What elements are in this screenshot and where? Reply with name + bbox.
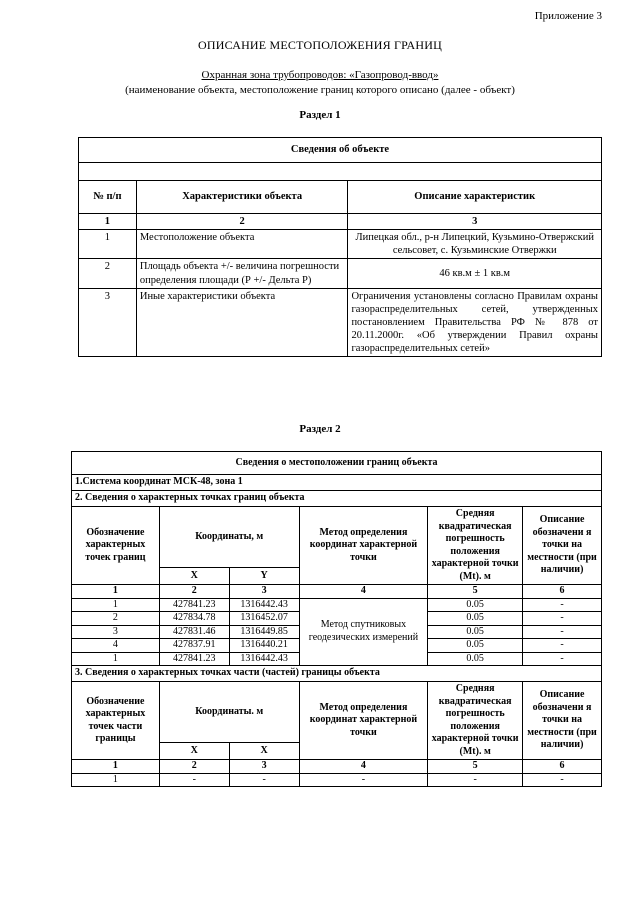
header-error: Средняя квадратическая погрешность положения характерной точки (Mt). м xyxy=(428,507,523,585)
header-x: X xyxy=(159,568,229,585)
header-method: Метод определения координат характерной точки xyxy=(299,507,428,585)
header-point-description-part: Описание обозначени я точки на местности (при наличии) xyxy=(523,682,602,760)
object-name xyxy=(0,69,640,81)
part3-title: 3. Сведения о характерных точках части (частей) границы объекта xyxy=(72,666,602,682)
point-x: 427841.23 xyxy=(159,598,229,612)
object-info-table-title: Сведения об объекте xyxy=(79,138,602,163)
document-title: ОПИСАНИЕ МЕСТОПОЛОЖЕНИЯ ГРАНИЦ xyxy=(198,38,442,52)
section2-title: Раздел 2 xyxy=(299,423,341,435)
table-row xyxy=(72,598,602,612)
point-number: 1 xyxy=(72,652,160,666)
point-number: 2 xyxy=(72,612,160,626)
table-row xyxy=(72,773,602,787)
header-points: Обозначение характерных точек границ xyxy=(72,507,160,585)
col-header-number: № п/п xyxy=(79,181,137,214)
point-number: 1 xyxy=(72,598,160,612)
header-x-part: X xyxy=(159,743,229,760)
row-number: 2 xyxy=(79,259,137,288)
point-error: 0.05 xyxy=(428,625,523,639)
part-point-x: - xyxy=(159,773,229,787)
col-number-3: 3 xyxy=(229,585,299,599)
header-x-part-2: X xyxy=(229,743,299,760)
point-y: 1316452.07 xyxy=(229,612,299,626)
point-error: 0.05 xyxy=(428,598,523,612)
point-number: 3 xyxy=(72,625,160,639)
col-number-6: 6 xyxy=(523,760,602,774)
header-y: Y xyxy=(229,568,299,585)
row-characteristic: Местоположение объекта xyxy=(136,230,348,259)
point-error: 0.05 xyxy=(428,639,523,653)
part-point-y: - xyxy=(229,773,299,787)
boundary-table xyxy=(71,451,602,787)
table-row xyxy=(79,259,602,288)
coordinate-system: 1.Система координат МСК-48, зона 1 xyxy=(72,475,602,491)
row-characteristic: Площадь объекта +/- величина погрешности определения площади (Р +/- Дельта Р) xyxy=(136,259,348,288)
header-error-part: Средняя квадратическая погрешность положения характерной точки (Mt). м xyxy=(428,682,523,760)
point-description: - xyxy=(523,598,602,612)
appendix-label: Приложение 3 xyxy=(534,10,602,22)
part-point-error: - xyxy=(428,773,523,787)
col-number-5: 5 xyxy=(428,760,523,774)
col-number-2: 2 xyxy=(159,585,229,599)
object-info-table xyxy=(78,137,602,357)
col-number-1: 1 xyxy=(72,585,160,599)
row-number: 1 xyxy=(79,230,137,259)
row-description: Липецкая обл., р-н Липецкий, Кузьмино-Отвержский сельсовет, с. Кузьминские Отвержки xyxy=(348,230,602,259)
col-number-4: 4 xyxy=(299,585,428,599)
row-number: 3 xyxy=(79,288,137,357)
point-x: 427837.91 xyxy=(159,639,229,653)
section1-title: Раздел 1 xyxy=(299,109,341,121)
point-y: 1316449.85 xyxy=(229,625,299,639)
point-number: 4 xyxy=(72,639,160,653)
header-point-description: Описание обозначени я точки на местности (при наличии) xyxy=(523,507,602,585)
boundary-table-title: Сведения о местоположении границ объекта xyxy=(72,452,602,475)
col-number-2: 2 xyxy=(159,760,229,774)
object-caption: (наименование объекта, местоположение границ которого описано (далее - объект) xyxy=(125,84,515,96)
point-x: 427831.46 xyxy=(159,625,229,639)
col-number-1: 1 xyxy=(72,760,160,774)
point-x: 427834.78 xyxy=(159,612,229,626)
part-point-method: - xyxy=(299,773,428,787)
point-description: - xyxy=(523,652,602,666)
table-row xyxy=(79,230,602,259)
header-coordinates: Координаты, м xyxy=(159,507,299,568)
table-row xyxy=(79,288,602,357)
col-number-6: 6 xyxy=(523,585,602,599)
header-coordinates-part: Координаты. м xyxy=(159,682,299,743)
row-description: 46 кв.м ± 1 кв.м xyxy=(348,259,602,288)
point-y: 1316440.21 xyxy=(229,639,299,653)
point-x: 427841.23 xyxy=(159,652,229,666)
col-header-description: Описание характеристик xyxy=(348,181,602,214)
row-description: Ограничения установлены согласно Правилам охраны газораспределительных сетей, утвержденных постановлением Правительства РФ № 878 от 20.11.2000г. «Об утверждении Правил охраны газораспределительных сетей» xyxy=(348,288,602,357)
header-method-part: Метод определения координат характерной точки xyxy=(299,682,428,760)
point-y: 1316442.43 xyxy=(229,598,299,612)
header-points-part: Обозначение характерных точек части границы xyxy=(72,682,160,760)
point-description: - xyxy=(523,639,602,653)
col-number-1: 1 xyxy=(79,214,137,230)
part2-title: 2. Сведения о характерных точках границ объекта xyxy=(72,491,602,507)
point-description: - xyxy=(523,625,602,639)
col-number-5: 5 xyxy=(428,585,523,599)
point-error: 0.05 xyxy=(428,652,523,666)
table-spacer xyxy=(79,163,602,181)
col-number-4: 4 xyxy=(299,760,428,774)
col-number-3: 3 xyxy=(229,760,299,774)
point-error: 0.05 xyxy=(428,612,523,626)
object-name-text: Охранная зона трубопроводов: «Газопровод-ввод» xyxy=(201,69,439,81)
row-characteristic: Иные характеристики объекта xyxy=(136,288,348,357)
point-description: - xyxy=(523,612,602,626)
col-number-3: 3 xyxy=(348,214,602,230)
point-y: 1316442.43 xyxy=(229,652,299,666)
point-method: Метод спутниковых геодезических измерений xyxy=(299,598,428,666)
part-point-number: 1 xyxy=(72,773,160,787)
part-point-description: - xyxy=(523,773,602,787)
col-number-2: 2 xyxy=(136,214,348,230)
col-header-characteristics: Характеристики объекта xyxy=(136,181,348,214)
